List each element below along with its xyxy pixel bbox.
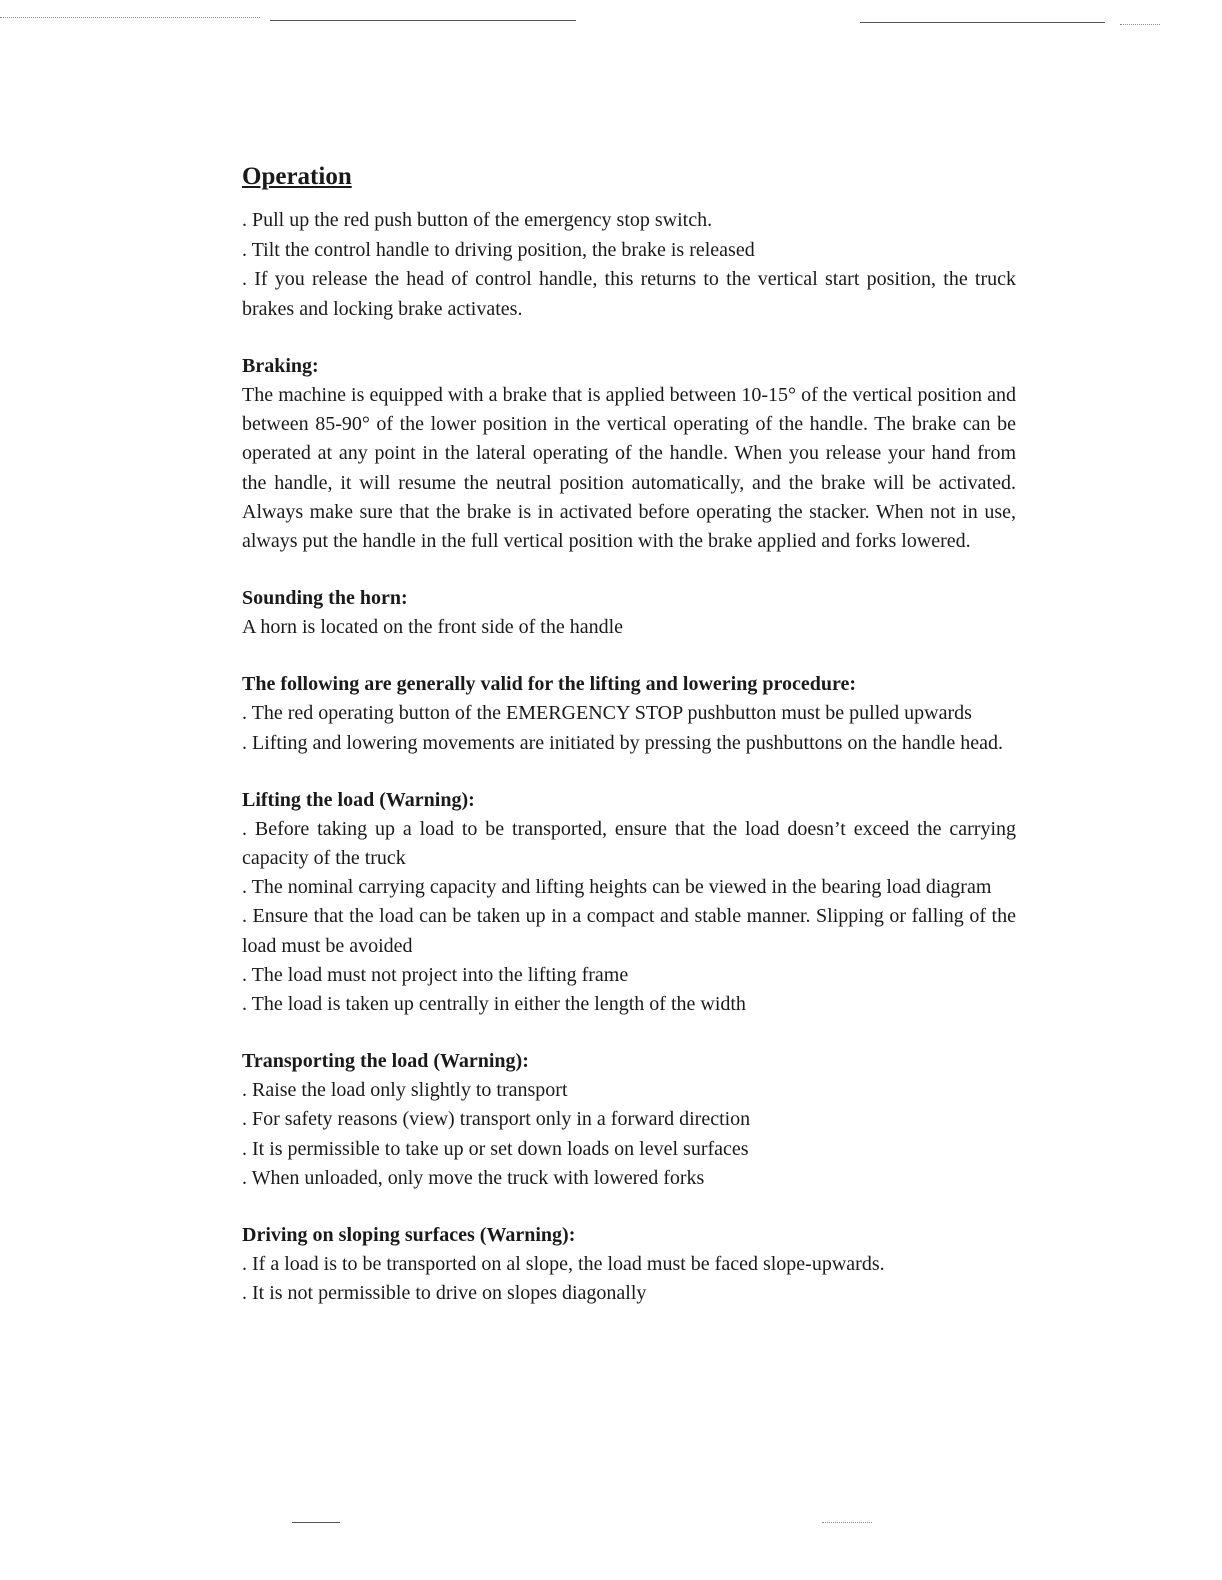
section-heading: Braking: xyxy=(242,355,319,377)
list-item: . Ensure that the load can be taken up in a compact and stable manner. Slipping or falling of the load must be avoided xyxy=(242,905,1016,957)
intro-item: . Tilt the control handle to driving position, the brake is released xyxy=(242,238,755,261)
intro-section xyxy=(242,206,1016,324)
list-item: . The nominal carrying capacity and lifting heights can be viewed in the bearing load diagram xyxy=(242,876,992,899)
lifting-load-section xyxy=(242,786,1016,1019)
document-page xyxy=(242,160,1016,1336)
section-heading: Sounding the horn: xyxy=(242,587,408,610)
scan-artifact-top-far-right xyxy=(1120,24,1160,25)
section-paragraph: A horn is located on the front side of the handle xyxy=(242,616,624,639)
list-item: . The red operating button of the EMERGENCY STOP pushbutton must be pulled upwards xyxy=(242,702,972,725)
section-heading: Lifting the load (Warning): xyxy=(242,788,475,811)
scan-artifact-top-mid xyxy=(270,20,576,21)
list-item: . It is not permissible to drive on slopes diagonally xyxy=(242,1282,647,1305)
scan-artifact-top-right xyxy=(860,22,1105,23)
section-paragraph: The machine is equipped with a brake that is applied between 10-15° of the vertical position and between 85-90° of the lower position in the vertical operating of the handle. The brake can be operated at any point in the lateral operating of the handle. When you release your hand from the handle, it will resume the neutral position automatically, and the brake will be activated. Always make sure that the brake is in activated before operating the stacker. When not in use, always put the handle in the full vertical position with the brake applied and forks lowered. xyxy=(242,384,1016,553)
scan-artifact-bottom-right xyxy=(822,1522,872,1523)
list-item: . For safety reasons (view) transport only in a forward direction xyxy=(242,1108,751,1131)
list-item: . It is permissible to take up or set down loads on level surfaces xyxy=(242,1137,749,1160)
sloping-surfaces-section xyxy=(242,1221,1016,1308)
horn-section xyxy=(242,584,1016,642)
list-item: . If a load is to be transported on al slope, the load must be faced slope-upwards. xyxy=(242,1253,885,1276)
list-item: . The load is taken up centrally in either the length of the width xyxy=(242,993,746,1016)
section-heading: The following are generally valid for the lifting and lowering procedure: xyxy=(242,673,857,696)
page-title: Operation xyxy=(242,163,352,190)
scan-artifact-bottom-left xyxy=(292,1522,340,1523)
lifting-lowering-section xyxy=(242,670,1016,757)
transporting-load-section xyxy=(242,1047,1016,1193)
list-item: . Before taking up a load to be transported, ensure that the load doesn’t exceed the carrying capacity of the truck xyxy=(242,817,1016,870)
braking-section xyxy=(242,352,1016,556)
scan-artifact-top-left xyxy=(0,17,260,18)
section-heading: Driving on sloping surfaces (Warning): xyxy=(242,1224,576,1247)
list-item: . Raise the load only slightly to transport xyxy=(242,1079,568,1102)
list-item: . When unloaded, only move the truck with lowered forks xyxy=(242,1166,705,1189)
section-heading: Transporting the load (Warning): xyxy=(242,1050,529,1073)
list-item: . Lifting and lowering movements are initiated by pressing the pushbuttons on the handle head. xyxy=(242,731,1003,754)
intro-item: . If you release the head of control handle, this returns to the vertical start position, the truck brakes and locking brake activates. xyxy=(242,268,1016,320)
intro-item: . Pull up the red push button of the emergency stop switch. xyxy=(242,209,713,231)
list-item: . The load must not project into the lifting frame xyxy=(242,963,629,986)
